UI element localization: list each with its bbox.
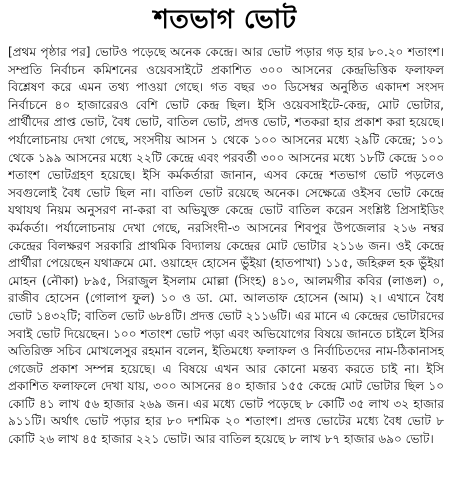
headline: শতভাগ ভোট — [153, 5, 297, 35]
article-text: ভোটও পড়েছে অনেক কেন্দ্রে। আর ভোট পড়ার গড় হার ৮০.২০ শতাংশ। সম্প্রতি নির্বাচন কমিশনের ওয়েবসাইটে প্রকাশিত ৩০০ আসনের কেন্দ্রভিত্তিক ফলাফল বিশ্লেষণ করে এমন তথ্য পাওয়া গেছে। গত বছর ৩০ ডিসেম্বর অনুষ্ঠিত একাদশ সংসদ নির্বাচনে ৪০ হাজারেরও বেশি ভোট কেন্দ্র ছিল। ইসি ওয়েবসাইটে-কেন্দ্র, মোট ভোটার, প্রার্থীদের প্রাপ্ত ভোট, বৈধ ভোট, বাতিল ভোট, প্রদত্ত ভোট, শতকরা হার প্রকাশ করা হয়েছে। পর্যালোচনায় দেখা গেছে, সংসদীয় আসন ১ থেকে ১০০ আসনের মধ্যে ২৯টি কেন্দ্রে; ১০১ থেকে ১৯৯ আসনের মধ্যে ২২টি কেন্দ্রে এবং পরবর্তী ৩০০ আসনের মধ্যে ১৮টি কেন্দ্রে ১০০ শতাংশ ভোটগ্রহণ হয়েছে। ইসি কর্মকর্তারা জানান, এসব কেন্দ্রে শতভাগ ভোট পড়লেও সবগুলোই বৈধ ভোট ছিল না। বাতিল ভোট রয়েছে অনেক। সেক্ষেত্রে ওইসব ভোট কেন্দ্রে যথাযথ নিয়ম অনুসরণ না-করা বা অভিযুক্ত কেন্দ্রে ভোট বাতিল করেন সংশ্লিষ্ট প্রিসাইডিং কর্মকর্তা। পর্যালোচনায় দেখা গেছে, নরসিংদী-৩ আসনের শিবপুর উপজেলার ২১৬ নম্বর কেন্দ্রের বিলক্ষরণ সরকারি প্রাথমিক বিদ্যালয় কেন্দ্রের মোট ভোটার ২১১৬ জন। ওই কেন্দ্রে প্রার্থীরা পেয়েছেন যথাক্রমে মো. ওয়াহেদ হোসেন ভুঁইয়া (হাতপাখা) ১১৫, জহিরুল হক ভুঁইয়া মোহন (নৌকা) ৮৯৫, সিরাজুল ইসলাম মোল্লা (সিংহ) ৪১০, আলমগীর কবির (লাঙল) ০, রাজীব হোসেন (গোলাপ ফুল) ১০ ও ডা. মো. আলতাফ হোসেন (আম) ২। এখানে বৈধ ভোট ১৪৩২টি; বাতিল ভোট ৬৮৪টি। প্রদত্ত ভোট ২১১৬টি। এর মানে এ কেন্দ্রের ভোটারদের সবাই ভোট দিয়েছেন। ১০০ শতাংশ ভোট পড়া এবং অভিযোগের বিষয়ে জানতে চাইলে ইসির অতিরিক্ত সচিব মোখলেসুর রহমান বলেন, ইতিমধ্যে ফলাফল ও নির্বাচিতদের নাম-ঠিকানাসহ গেজেট প্রকাশ সম্পন্ন হয়েছে। এ বিষয়ে এখন আর কোনো মন্তব্য করতে চাই না। ইসি প্রকাশিত ফলাফলে দেখা যায়, ৩০০ আসনের ৪০ হাজার ১৫৫ কেন্দ্রে মোট ভোটার ছিল ১০ কোটি ৪১ লাখ ৫৬ হাজার ২৬৯ জন। এর মধ্যে ভোট পড়েছে ৮ কোটি ৩৫ লাখ ৩২ হাজার ৯১১টি। অর্থাৎ ভোট পড়ার হার ৮০ দশমিক ২০ শতাংশ। প্রদত্ত ভোটের মধ্যে বৈধ ভোট ৮ কোটি ২৬ লাখ ৪৫ হাজার ২২১ ভোট। আর বাতিল হয়েছে ৮ লাখ ৮৭ হাজার ৬৯০ ভোট। — [8, 45, 444, 447]
article-paragraph — [8, 44, 444, 449]
article-body — [8, 44, 444, 496]
continuation-reference: [প্রথম পৃষ্ঠার পর] — [8, 45, 91, 59]
